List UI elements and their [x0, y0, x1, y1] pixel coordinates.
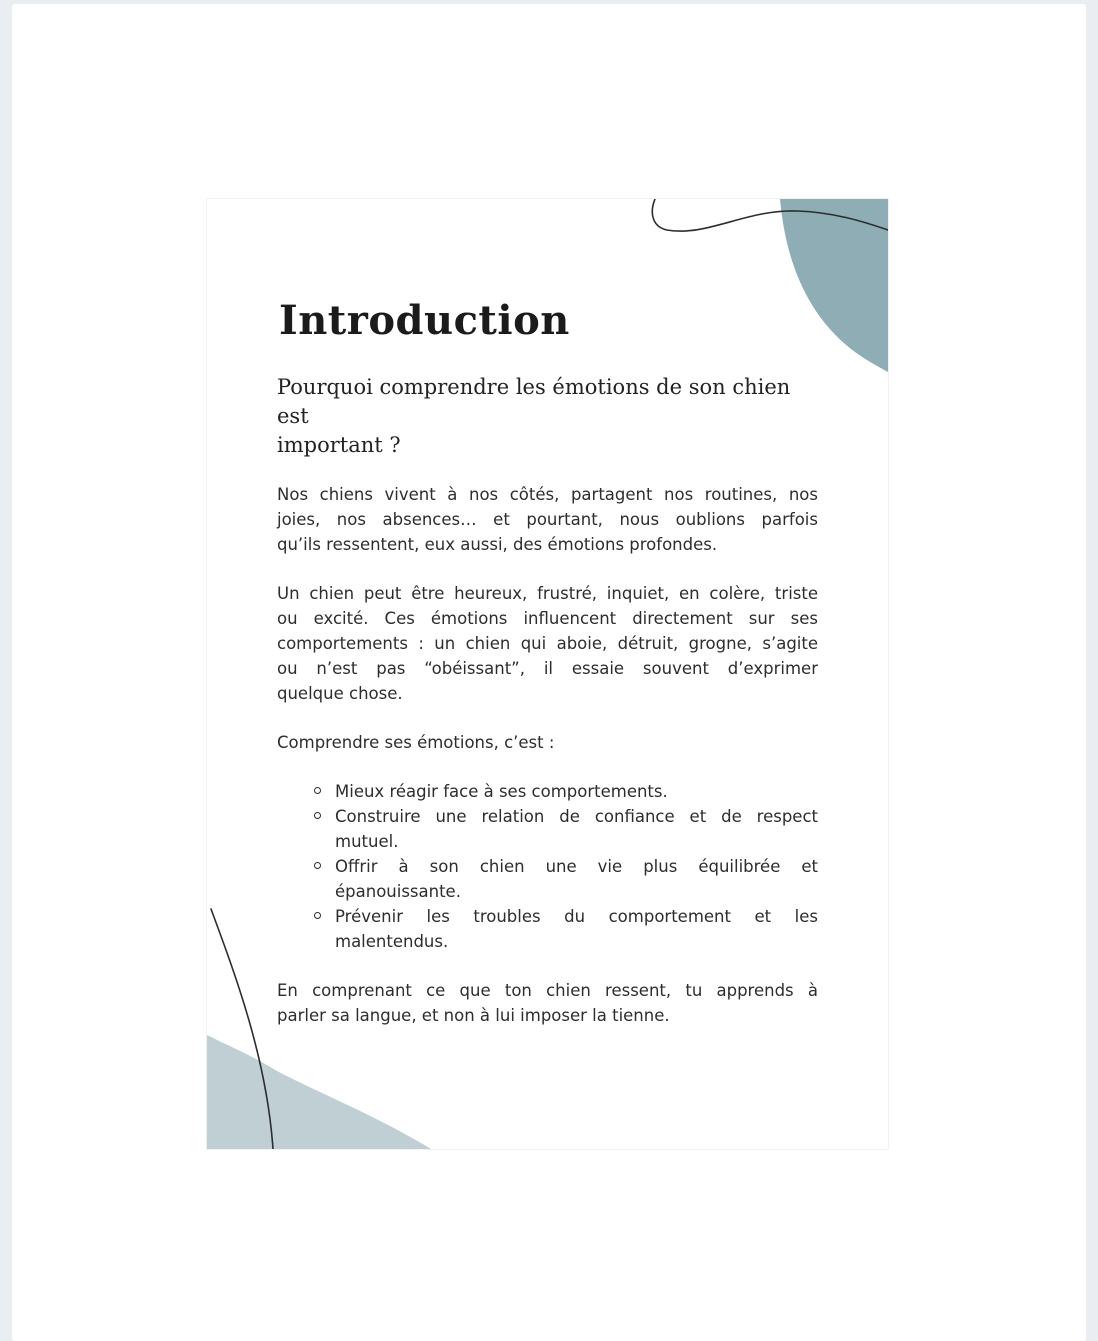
page-title: Introduction: [279, 297, 570, 344]
bullet-circle-icon: [314, 862, 321, 869]
text-line: qu’ils ressentent, eux aussi, des émotions profondes.: [277, 535, 718, 554]
text-line: Mieux réagir face à ses comportements.: [335, 782, 668, 801]
page-subtitle: [277, 373, 818, 460]
text-line: Nos chiens vivent à nos côtés, partagent nos routines, nos: [277, 485, 818, 504]
text-line: Offrir à son chien une vie plus équilibrée et: [335, 857, 818, 876]
text-line: mutuel.: [335, 832, 399, 851]
text-line: ou n’est pas “obéissant”, il essaie souvent d’exprimer: [277, 659, 818, 678]
document-page: [207, 199, 888, 1149]
text-line: En comprenant ce que ton chien ressent, tu apprends à: [277, 981, 818, 1000]
paragraph: [277, 730, 818, 755]
bullet-circle-icon: [314, 912, 321, 919]
page-content-column: [277, 199, 818, 1052]
text-line: comportements : un chien qui aboie, détruit, grogne, s’agite: [277, 634, 818, 653]
text-line: épanouissante.: [335, 882, 461, 901]
paragraph: [277, 581, 818, 706]
bullet-list-item: [277, 854, 818, 904]
subtitle-line: important ?: [277, 433, 401, 457]
bullet-circle-icon: [314, 812, 321, 819]
subtitle-line: Pourquoi comprendre les émotions de son chien est: [277, 375, 791, 428]
text-line: joies, nos absences… et pourtant, nous oublions parfois: [277, 510, 818, 529]
text-line: Construire une relation de confiance et de respect: [335, 807, 818, 826]
bullet-list-item: [277, 904, 818, 954]
bullet-list: [277, 779, 818, 954]
bottom-left-curve-line: [211, 909, 273, 1149]
viewer-canvas: [12, 4, 1086, 1341]
bullet-list-item: [277, 779, 818, 804]
text-line: Comprendre ses émotions, c’est :: [277, 733, 555, 752]
bottom-left-blob-shape: [207, 1035, 431, 1149]
text-line: Prévenir les troubles du comportement et les: [335, 907, 818, 926]
text-line: malentendus.: [335, 932, 449, 951]
text-line: Un chien peut être heureux, frustré, inquiet, en colère, triste: [277, 584, 818, 603]
text-line: quelque chose.: [277, 684, 403, 703]
body-text: [277, 482, 818, 1028]
text-line: parler sa langue, et non à lui imposer la tienne.: [277, 1006, 670, 1025]
paragraph: [277, 482, 818, 557]
paragraph: [277, 978, 818, 1028]
text-line: ou excité. Ces émotions influencent directement sur ses: [277, 609, 818, 628]
bullet-list-item: [277, 804, 818, 854]
bullet-circle-icon: [314, 787, 321, 794]
